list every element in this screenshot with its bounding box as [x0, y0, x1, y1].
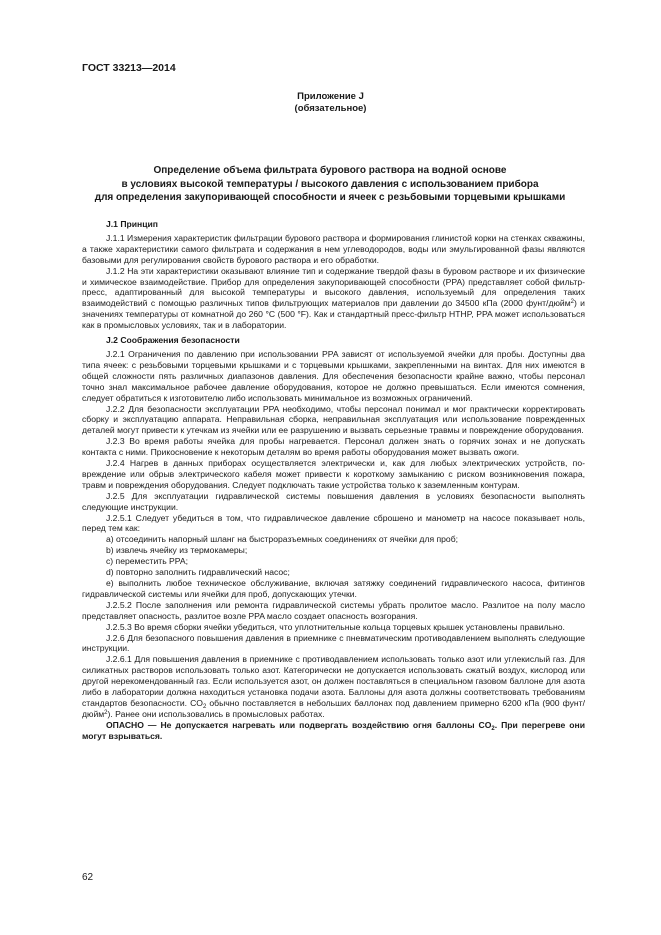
- text-run: ). Ранее они использовались в промысловых работах.: [107, 708, 325, 719]
- paragraph-j-2-5-2: J.2.5.2 После заполнения или ремонта гидравлической системы убрать пролитое масло. Разлитое на полу масло представляет опасность, разлитое возле PPA масло создает опасность возгорания.: [82, 599, 585, 621]
- list-item: c) переместить PPA;: [106, 556, 189, 567]
- title-line: для определения закупоривающей способности и ячеек с резьбовыми торцевыми крышками: [94, 192, 566, 203]
- paragraph-j-2-5-3: J.2.5.3 Во время сборки ячейки убедиться, что уплотнительные кольца торцевых крышек установлены правильно.: [106, 621, 565, 632]
- title-line: Определение объема фильтрата бурового раствора на водной основе: [153, 165, 507, 176]
- paragraph-j-2-6-1: [82, 654, 585, 719]
- paragraph-j-2-1: J.2.1 Ограничения по давлению при использовании PPA зависят от используемой ячейки для пробы. Доступны два типа ячеек: с резьбовыми торцевыми крышками и с торцевыми крышками, закрепленными на винтах. Для них имеются в общей сложности пять различных диапазонов давления. Для обеспечения безопасности крайне важно, чтобы персонал точно знал максимальное рабочее давление оборудования, которое не должно превышаться. Если имеются сомнения, следует обратиться к изготовителю либо использовать минимальное из возможных ограничений.: [82, 348, 585, 403]
- danger-warning: [82, 720, 585, 742]
- section-heading-principle: J.1 Принцип: [106, 219, 158, 229]
- paragraph-j-2-3: J.2.3 Во время работы ячейка для пробы нагревается. Персонал должен знать о горячих зонах и не допускать контакта с ними. Прикосновение к некоторым деталям во время работы оборудования может вызвать ожоги.: [82, 436, 585, 458]
- subscript: 2: [202, 703, 207, 710]
- text-run: J.2.6.1 Для повышения давления в приемнике с противодавлением использовать только азот или углекислый газ. Для силикатных растворов использовать только азот. Категорически не допускается использовать сжатый воздух, кислород или другой нерекомендованный газ. Если используется азот, он должен поставляться в специальном газовом баллоне для азота либо в лаборатории должна находиться установка подачи азота. Баллоны для азота должны соответствовать требованиям стандартов безопасности. CO: [82, 654, 585, 708]
- document-title: [70, 164, 590, 205]
- section-heading-safety: J.2 Соображения безопасности: [106, 335, 240, 346]
- text-run: ) и значениях температуры от комнатной до 260 °С (500 °F). Как и стандартный пресс-фильтр HTHP, PPA может использоваться как в промысловых условиях, так и в лаборатории.: [82, 298, 585, 331]
- text-run: . При перегреве они могут взрываться.: [82, 719, 585, 741]
- paragraph-j-2-6: J.2.6 Для безопасного повышения давления в приемнике с пневматическим противодавлением выполнять следующие инструкции.: [82, 632, 585, 654]
- text-run: J.1.2 На эти характеристики оказывают влияние тип и содержание твердой фазы в буровом растворе и их физические и химическое взаимодействие. Прибор для определения закупоривающей способности (PPA) представляет собой фильтр-пресс, адаптированный для высокой температуры и высокого давления, используемый для определения таких взаимодействий с помощью различных типов фильтрующих материалов при давлении до 34500 кПа (2000 фунт/дюйм: [82, 265, 585, 309]
- superscript: 2: [104, 709, 108, 716]
- document-body: [82, 219, 585, 742]
- superscript: 2: [570, 299, 574, 306]
- annex-title: Приложение J: [297, 91, 364, 102]
- list-item: e) выполнить любое техническое обслуживание, включая затяжку соединений гидравлического насоса, фитингов гидравлической системы или ячейки для проб, допускающих утечки.: [82, 578, 585, 599]
- paragraph-j-2-2: J.2.2 Для безопасности эксплуатации PPA необходимо, чтобы персонал понимал и мог практически корректировать сборку и эксплуатацию аппарата. Неправильная сборка, неправильная эксплуатация или использование поврежденных деталей могут привести к утечкам из ячейки или ее разрушению и вызвать серьезные травмы и повреждение оборудования.: [82, 403, 585, 436]
- standard-code: ГОСТ 33213—2014: [82, 62, 176, 74]
- page-number: 62: [82, 872, 94, 883]
- list-item: d) повторно заполнить гидравлический насос;: [106, 567, 290, 578]
- subscript: 2: [491, 725, 495, 732]
- paragraph-j-1-2: [82, 266, 585, 331]
- paragraph-j-1-1: J.1.1 Измерения характеристик фильтрации бурового раствора и формирования глинистой корки на стенках скважины, а также характеристики самого фильтрата и содержания в нем углеводородов, воды или эмульгированной фазы являются базовыми для регулирования свойств бурового раствора и его обработки.: [82, 232, 585, 265]
- list-item: a) отсоединить напорный шланг на быстроразъемных соединениях от ячейки для проб;: [106, 534, 459, 545]
- annex-status: (обязательное): [294, 103, 367, 114]
- list-item: b) извлечь ячейку из термокамеры;: [106, 545, 248, 556]
- text-run: ОПАСНО — Не допускается нагревать или подвергать воздействию огня баллоны CO: [106, 719, 492, 730]
- title-line: в условиях высокой температуры / высокого давления с использованием прибора: [121, 178, 539, 190]
- paragraph-j-2-5: J.2.5 Для эксплуатации гидравлической системы повышения давления в условиях безопасности выполнять следующие инструкции.: [82, 490, 585, 512]
- paragraph-j-2-5-1: J.2.5.1 Следует убедиться в том, что гидравлическое давление сброшено и манометр на насосе показывает ноль, перед тем как:: [82, 512, 585, 534]
- text-run: обычно поставляется в небольших баллонах под давлением примерно 6200 кПа (900 фунт/дюйм: [82, 697, 585, 719]
- paragraph-j-2-4: J.2.4 Нагрев в данных приборах осуществляется электрически и, как для любых электрических устройств, повреждение или обрыв электрического кабеля может привести к короткому замыканию с риском возникновения пожара, травм и повреждения оборудования. Следует подключать такие устройства только к заземленным контурам.: [82, 458, 585, 490]
